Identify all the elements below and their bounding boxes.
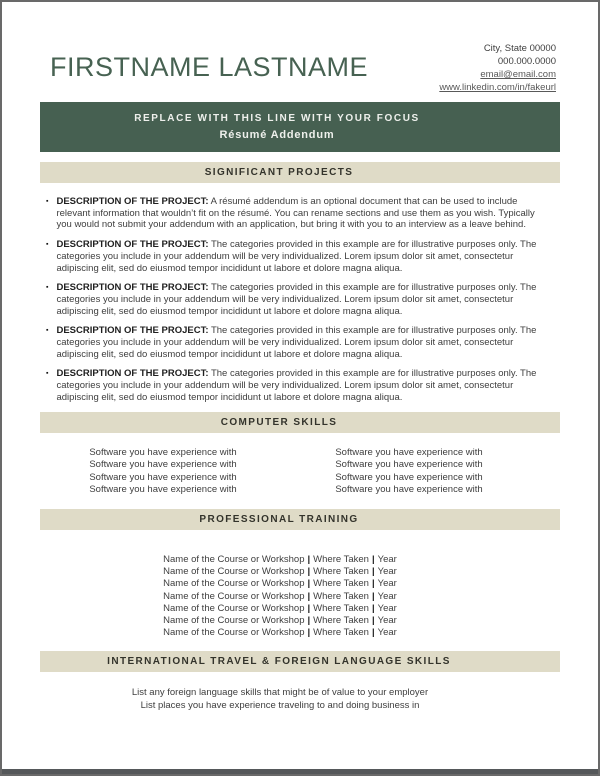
bullet-lead: DESCRIPTION OF THE PROJECT: <box>56 368 209 380</box>
bullet-text: The categories provided in this example are for illustrative purposes only. The categories you include in your addendum will be very individualized. Lorem ipsum dolor sit amet, consectetur adipiscing elit, sed do eiusmod tempor incididunt ut labore et dolore magna aliqua. <box>56 368 537 403</box>
bullet-lead: DESCRIPTION OF THE PROJECT: <box>56 239 209 251</box>
training-row <box>2 554 558 566</box>
course-name: Name of the Course or Workshop <box>163 578 305 590</box>
year-taken: Year <box>377 553 397 565</box>
section-header-significant-projects: SIGNIFICANT PROJECTS <box>40 162 560 183</box>
page-title: FIRSTNAME LASTNAME <box>50 52 369 82</box>
where-taken: Where Taken <box>313 590 369 602</box>
pipe-separator: | <box>371 590 375 602</box>
travel-language-list <box>2 687 598 712</box>
pipe-separator: | <box>371 578 375 590</box>
pipe-separator: | <box>371 566 375 578</box>
course-name: Name of the Course or Workshop <box>163 590 305 602</box>
where-taken: Where Taken <box>313 578 369 590</box>
footer-rule <box>2 769 598 774</box>
training-row <box>2 603 558 615</box>
skill-item: Software you have experience with <box>89 446 237 458</box>
year-taken: Year <box>377 614 397 626</box>
skills-column-left <box>40 447 286 497</box>
travel-line: List places you have experience traveling to and doing business in <box>140 699 420 711</box>
where-taken: Where Taken <box>313 627 369 639</box>
bullet-lead: DESCRIPTION OF THE PROJECT: <box>56 196 209 207</box>
course-name: Name of the Course or Workshop <box>163 627 305 639</box>
contact-phone: 000.000.0000 <box>497 56 556 67</box>
training-row <box>2 566 558 578</box>
email-link[interactable]: email@email.com <box>480 69 556 80</box>
bullet-square-icon: ▪ <box>46 284 49 292</box>
section-header-computer-skills: COMPUTER SKILLS <box>40 412 560 433</box>
skill-item: Software you have experience with <box>89 459 237 471</box>
pipe-separator: | <box>307 627 311 639</box>
document-subtitle: Résumé Addendum <box>219 129 335 141</box>
skill-item: Software you have experience with <box>335 446 483 458</box>
projects-bullet-list <box>46 196 546 404</box>
year-taken: Year <box>377 627 397 639</box>
pipe-separator: | <box>307 614 311 626</box>
training-row <box>2 615 558 627</box>
skill-item: Software you have experience with <box>335 471 483 483</box>
where-taken: Where Taken <box>313 553 369 565</box>
where-taken: Where Taken <box>313 602 369 614</box>
contact-city: City, State 00000 <box>483 43 556 54</box>
focus-banner-line: REPLACE WITH THIS LINE WITH YOUR FOCUS <box>134 113 420 124</box>
list-item <box>46 368 546 403</box>
course-name: Name of the Course or Workshop <box>163 602 305 614</box>
pipe-separator: | <box>371 553 375 565</box>
focus-banner <box>40 102 560 152</box>
bullet-text: A résumé addendum is an optional document that can be used to include relevant information that wouldn’t fit on the résumé. You can rename sections and use them as you wish. Typically you would not submit your addendum with an application, but bring it with you to an interview as a leave behind. <box>56 196 535 231</box>
pipe-separator: | <box>307 590 311 602</box>
skill-item: Software you have experience with <box>89 471 237 483</box>
skill-item: Software you have experience with <box>335 484 483 496</box>
year-taken: Year <box>377 578 397 590</box>
training-row <box>2 627 558 639</box>
travel-line: List any foreign language skills that might be of value to your employer <box>131 687 429 699</box>
page-header <box>2 2 598 94</box>
pipe-separator: | <box>307 553 311 565</box>
skills-column-right <box>286 447 532 497</box>
bullet-text: The categories provided in this example are for illustrative purposes only. The categories you include in your addendum will be very individualized. Lorem ipsum dolor sit amet, consectetur adipiscing elit, sed do eiusmod tempor incididunt ut labore et dolore magna aliqua. <box>56 239 537 274</box>
where-taken: Where Taken <box>313 614 369 626</box>
pipe-separator: | <box>371 627 375 639</box>
pipe-separator: | <box>307 566 311 578</box>
pipe-separator: | <box>371 602 375 614</box>
where-taken: Where Taken <box>313 566 369 578</box>
course-name: Name of the Course or Workshop <box>163 553 305 565</box>
list-item <box>46 282 546 317</box>
bullet-square-icon: ▪ <box>46 198 49 205</box>
training-row <box>2 591 558 603</box>
bullet-lead: DESCRIPTION OF THE PROJECT: <box>56 325 209 337</box>
course-name: Name of the Course or Workshop <box>163 614 305 626</box>
course-name: Name of the Course or Workshop <box>163 566 305 578</box>
bullet-text: The categories provided in this example are for illustrative purposes only. The categories you include in your addendum will be very individualized. Lorem ipsum dolor sit amet, consectetur adipiscing elit, sed do eiusmod tempor incididunt ut labore et dolore magna aliqua. <box>56 282 537 317</box>
year-taken: Year <box>377 602 397 614</box>
bullet-lead: DESCRIPTION OF THE PROJECT: <box>56 282 209 294</box>
computer-skills-columns <box>40 447 532 497</box>
pipe-separator: | <box>371 614 375 626</box>
bullet-square-icon: ▪ <box>46 241 49 249</box>
list-item <box>46 239 546 274</box>
bullet-square-icon: ▪ <box>46 327 49 335</box>
list-item <box>46 196 546 231</box>
pipe-separator: | <box>307 578 311 590</box>
pipe-separator: | <box>307 602 311 614</box>
training-list <box>2 554 598 639</box>
contact-block <box>439 42 556 94</box>
list-item <box>46 325 546 360</box>
bullet-square-icon: ▪ <box>46 370 49 378</box>
year-taken: Year <box>377 566 397 578</box>
skill-item: Software you have experience with <box>89 484 237 496</box>
section-header-professional-training: PROFESSIONAL TRAINING <box>40 509 560 530</box>
linkedin-link[interactable]: www.linkedin.com/in/fakeurl <box>439 82 556 93</box>
year-taken: Year <box>377 590 397 602</box>
section-header-international-travel: INTERNATIONAL TRAVEL & FOREIGN LANGUAGE SKILLS <box>40 651 560 672</box>
training-row <box>2 578 558 590</box>
skill-item: Software you have experience with <box>335 459 483 471</box>
bullet-text: The categories provided in this example are for illustrative purposes only. The categories you include in your addendum will be very individualized. Lorem ipsum dolor sit amet, consectetur adipiscing elit, sed do eiusmod tempor incididunt ut labore et dolore magna aliqua. <box>56 325 537 360</box>
